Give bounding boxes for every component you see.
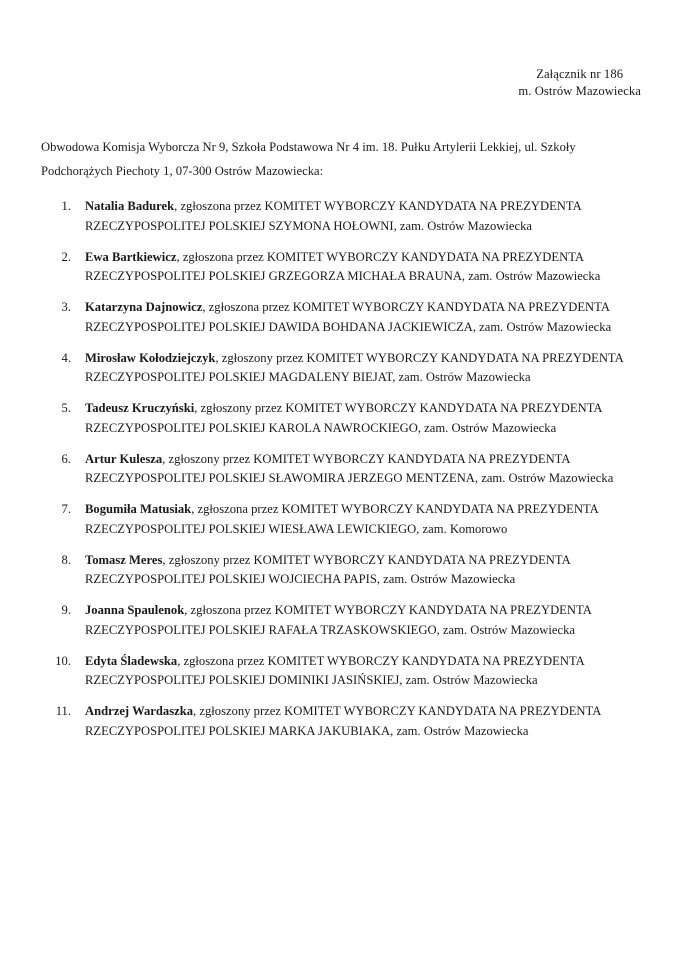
municipality-label: m. Ostrów Mazowiecka bbox=[518, 84, 641, 98]
list-item-text bbox=[85, 702, 646, 741]
candidate-nomination-text: , zgłoszona przez KOMITET WYBORCZY KANDYDATA NA PREZYDENTA RZECZYPOSPOLITEJ POLSKIEJ RAFAŁA TRZASKOWSKIEGO, zam. Ostrów Mazowiecka bbox=[85, 603, 592, 637]
list-item-text bbox=[85, 652, 646, 691]
list-item-number: 11. bbox=[55, 704, 71, 719]
list-item-number: 1. bbox=[61, 199, 71, 213]
list-item-text bbox=[85, 500, 646, 539]
list-item bbox=[41, 197, 646, 236]
attachment-label: Załącznik nr 186 bbox=[536, 67, 624, 81]
candidate-name: Edyta Śladewska bbox=[85, 653, 178, 668]
list-item bbox=[41, 500, 646, 539]
list-item-text bbox=[85, 248, 646, 287]
list-item-text bbox=[85, 450, 646, 489]
candidate-name: Ewa Bartkiewicz bbox=[85, 249, 177, 264]
candidate-nomination-text: , zgłoszony przez KOMITET WYBORCZY KANDYDATA NA PREZYDENTA RZECZYPOSPOLITEJ POLSKIEJ SŁAWOMIRA JERZEGO MENTZENA, zam. Ostrów Mazowiecka bbox=[85, 451, 614, 486]
list-item-number: 8. bbox=[61, 552, 71, 567]
candidate-name: Joanna Spaulenok bbox=[85, 603, 185, 618]
list-item-number: 2. bbox=[61, 249, 71, 264]
candidate-name: Tomasz Meres bbox=[85, 552, 163, 567]
list-item-text bbox=[85, 399, 646, 438]
candidate-name: Tadeusz Kruczyński bbox=[85, 401, 195, 416]
list-item-text bbox=[85, 551, 646, 590]
list-item-text bbox=[85, 601, 646, 640]
commission-intro-paragraph: Obwodowa Komisja Wyborcza Nr 9, Szkoła Podstawowa Nr 4 im. 18. Pułku Artylerii Lekkiej, ul. Szkoły Podchorążych Piechoty 1, 07-300 Ostrów Mazowiecka: bbox=[41, 139, 576, 179]
list-item-text bbox=[85, 197, 646, 236]
list-item-number: 5. bbox=[61, 401, 71, 416]
list-item bbox=[41, 702, 646, 741]
list-item-number: 6. bbox=[61, 451, 71, 466]
candidate-name: Artur Kulesza bbox=[85, 451, 163, 466]
candidate-nomination-text: , zgłoszony przez KOMITET WYBORCZY KANDYDATA NA PREZYDENTA RZECZYPOSPOLITEJ POLSKIEJ WOJCIECHA PAPIS, zam. Ostrów Mazowiecka bbox=[85, 552, 571, 587]
candidate-nomination-text: , zgłoszony przez KOMITET WYBORCZY KANDYDATA NA PREZYDENTA RZECZYPOSPOLITEJ POLSKIEJ MARKA JAKUBIAKA, zam. Ostrów Mazowiecka bbox=[85, 704, 601, 738]
list-item-number: 10. bbox=[55, 653, 71, 668]
list-item bbox=[41, 601, 646, 640]
candidate-list bbox=[41, 197, 646, 753]
candidate-nomination-text: , zgłoszony przez KOMITET WYBORCZY KANDYDATA NA PREZYDENTA RZECZYPOSPOLITEJ POLSKIEJ KAROLA NAWROCKIEGO, zam. Ostrów Mazowiecka bbox=[85, 401, 602, 435]
candidate-nomination-text: , zgłoszona przez KOMITET WYBORCZY KANDYDATA NA PREZYDENTA RZECZYPOSPOLITEJ POLSKIEJ WIESŁAWA LEWICKIEGO, zam. Komorowo bbox=[85, 502, 599, 536]
document-header bbox=[518, 66, 641, 100]
candidate-name: Andrzej Wardaszka bbox=[85, 704, 194, 719]
list-item-text bbox=[85, 298, 646, 337]
candidate-nomination-text: , zgłoszona przez KOMITET WYBORCZY KANDYDATA NA PREZYDENTA RZECZYPOSPOLITEJ POLSKIEJ GRZEGORZA MICHAŁA BRAUNA, zam. Ostrów Mazowiecka bbox=[85, 249, 601, 284]
candidate-name: Katarzyna Dajnowicz bbox=[85, 300, 203, 315]
candidate-nomination-text: , zgłoszony przez KOMITET WYBORCZY KANDYDATA NA PREZYDENTA RZECZYPOSPOLITEJ POLSKIEJ MAGDALENY BIEJAT, zam. Ostrów Mazowiecka bbox=[85, 350, 624, 385]
list-item-text bbox=[85, 349, 646, 388]
list-item-number: 3. bbox=[61, 300, 71, 315]
candidate-nomination-text: , zgłoszona przez KOMITET WYBORCZY KANDYDATA NA PREZYDENTA RZECZYPOSPOLITEJ POLSKIEJ DOMINIKI JASIŃSKIEJ, zam. Ostrów Mazowiecka bbox=[85, 653, 585, 688]
candidate-nomination-text: , zgłoszona przez KOMITET WYBORCZY KANDYDATA NA PREZYDENTA RZECZYPOSPOLITEJ POLSKIEJ DAWIDA BOHDANA JACKIEWICZA, zam. Ostrów Mazowiecka bbox=[85, 300, 612, 334]
list-item-number: 7. bbox=[61, 502, 71, 517]
list-item bbox=[41, 349, 646, 388]
list-item-number: 9. bbox=[61, 603, 71, 618]
list-item-number: 4. bbox=[61, 350, 71, 365]
candidate-name: Natalia Badurek bbox=[85, 199, 175, 213]
list-item bbox=[41, 652, 646, 691]
list-item bbox=[41, 450, 646, 489]
candidate-name: Mirosław Kołodziejczyk bbox=[85, 350, 216, 365]
list-item bbox=[41, 248, 646, 287]
list-item bbox=[41, 551, 646, 590]
list-item bbox=[41, 298, 646, 337]
candidate-name: Bogumiła Matusiak bbox=[85, 502, 192, 517]
list-item bbox=[41, 399, 646, 438]
candidate-nomination-text: , zgłoszona przez KOMITET WYBORCZY KANDYDATA NA PREZYDENTA RZECZYPOSPOLITEJ POLSKIEJ SZYMONA HOŁOWNI, zam. Ostrów Mazowiecka bbox=[85, 199, 582, 233]
